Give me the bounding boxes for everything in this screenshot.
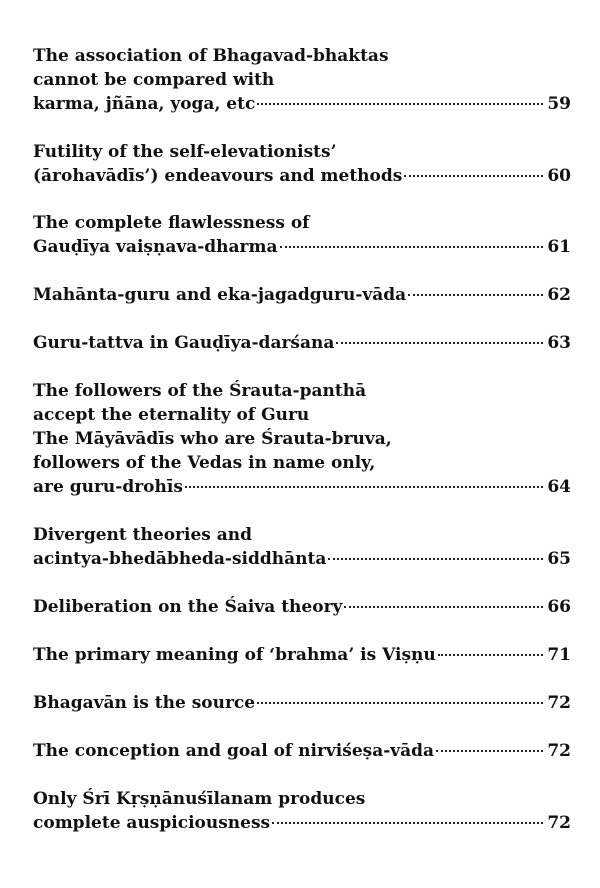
entry-line: (ārohavādīs’) endeavours and methods (33, 166, 403, 186)
entry-title-row (33, 739, 571, 763)
dot-leader (272, 822, 543, 824)
toc-entry (33, 283, 571, 307)
dot-leader (344, 606, 543, 608)
page-number: 66 (547, 597, 571, 617)
dot-leader (257, 702, 543, 704)
toc-entry (33, 140, 571, 188)
entry-line: karma, jñāna, yoga, etc (33, 94, 256, 114)
page-number: 63 (547, 333, 571, 353)
entry-title-row (33, 92, 571, 116)
page-number: 59 (547, 94, 571, 114)
entry-line: Futility of the self-elevationists’ (33, 142, 337, 162)
page-number: 71 (547, 645, 571, 665)
toc-entry (33, 379, 571, 499)
toc-entry (33, 331, 571, 355)
dot-leader (185, 486, 543, 488)
dot-leader (328, 558, 543, 560)
entry-line: The conception and goal of nirviśeṣa-vāda (33, 741, 435, 761)
entry-title-row (33, 691, 571, 715)
entry-line: The association of Bhagavad-bhaktas (33, 46, 389, 66)
toc-entry (33, 523, 571, 571)
toc-entry (33, 739, 571, 763)
dot-leader (408, 294, 543, 296)
page-number: 64 (547, 477, 571, 497)
entry-line: The complete flawlessness of (33, 213, 310, 233)
entry-line: accept the eternality of Guru (33, 405, 310, 425)
page-number: 61 (547, 237, 571, 257)
entry-line: are guru-drohīs (33, 477, 183, 497)
entry-line: The Māyāvādīs who are Śrauta-bruva, (33, 429, 392, 449)
page-number: 72 (547, 693, 571, 713)
entry-title-row (33, 475, 571, 499)
dot-leader (336, 342, 543, 344)
entry-title-row (33, 643, 571, 667)
entry-title-row (33, 283, 571, 307)
toc-entry (33, 643, 571, 667)
entry-title-row (33, 235, 571, 259)
entry-line: The followers of the Śrauta-panthā (33, 381, 367, 401)
dot-leader (436, 750, 543, 752)
dot-leader (280, 246, 544, 248)
entry-line: Mahānta-guru and eka-jagadguru-vāda (33, 285, 407, 305)
entry-line: cannot be compared with (33, 70, 275, 90)
entry-title-row (33, 595, 571, 619)
entry-title-row (33, 164, 571, 188)
entry-title-row (33, 811, 571, 835)
page-number: 72 (547, 813, 571, 833)
entry-line: Divergent theories and (33, 525, 253, 545)
entry-line: Deliberation on the Śaiva theory (33, 597, 343, 617)
toc-entry (33, 595, 571, 619)
entry-line: Only Śrī Kṛṣṇānuśīlanam produces (33, 789, 366, 809)
page-number: 60 (547, 166, 571, 186)
entry-title-row (33, 331, 571, 355)
page-number: 72 (547, 741, 571, 761)
toc-entry (33, 44, 571, 116)
entry-title-row (33, 547, 571, 571)
entry-line: acintya-bhedābheda-siddhānta (33, 549, 327, 569)
dot-leader (438, 654, 544, 656)
entry-line: Gauḍīya vaiṣṇava-dharma (33, 237, 278, 257)
toc-entry (33, 211, 571, 259)
page-number: 65 (547, 549, 571, 569)
entry-line: followers of the Vedas in name only, (33, 453, 376, 473)
page-number: 62 (547, 285, 571, 305)
dot-leader (257, 103, 543, 105)
dot-leader (404, 175, 543, 177)
toc-entry (33, 691, 571, 715)
entry-line: The primary meaning of ‘brahma’ is Viṣṇu (33, 645, 436, 665)
entry-line: Bhagavān is the source (33, 693, 256, 713)
entry-line: Guru-tattva in Gauḍīya-darśana (33, 333, 335, 353)
entry-line: complete auspiciousness (33, 813, 271, 833)
toc-entry (33, 787, 571, 835)
